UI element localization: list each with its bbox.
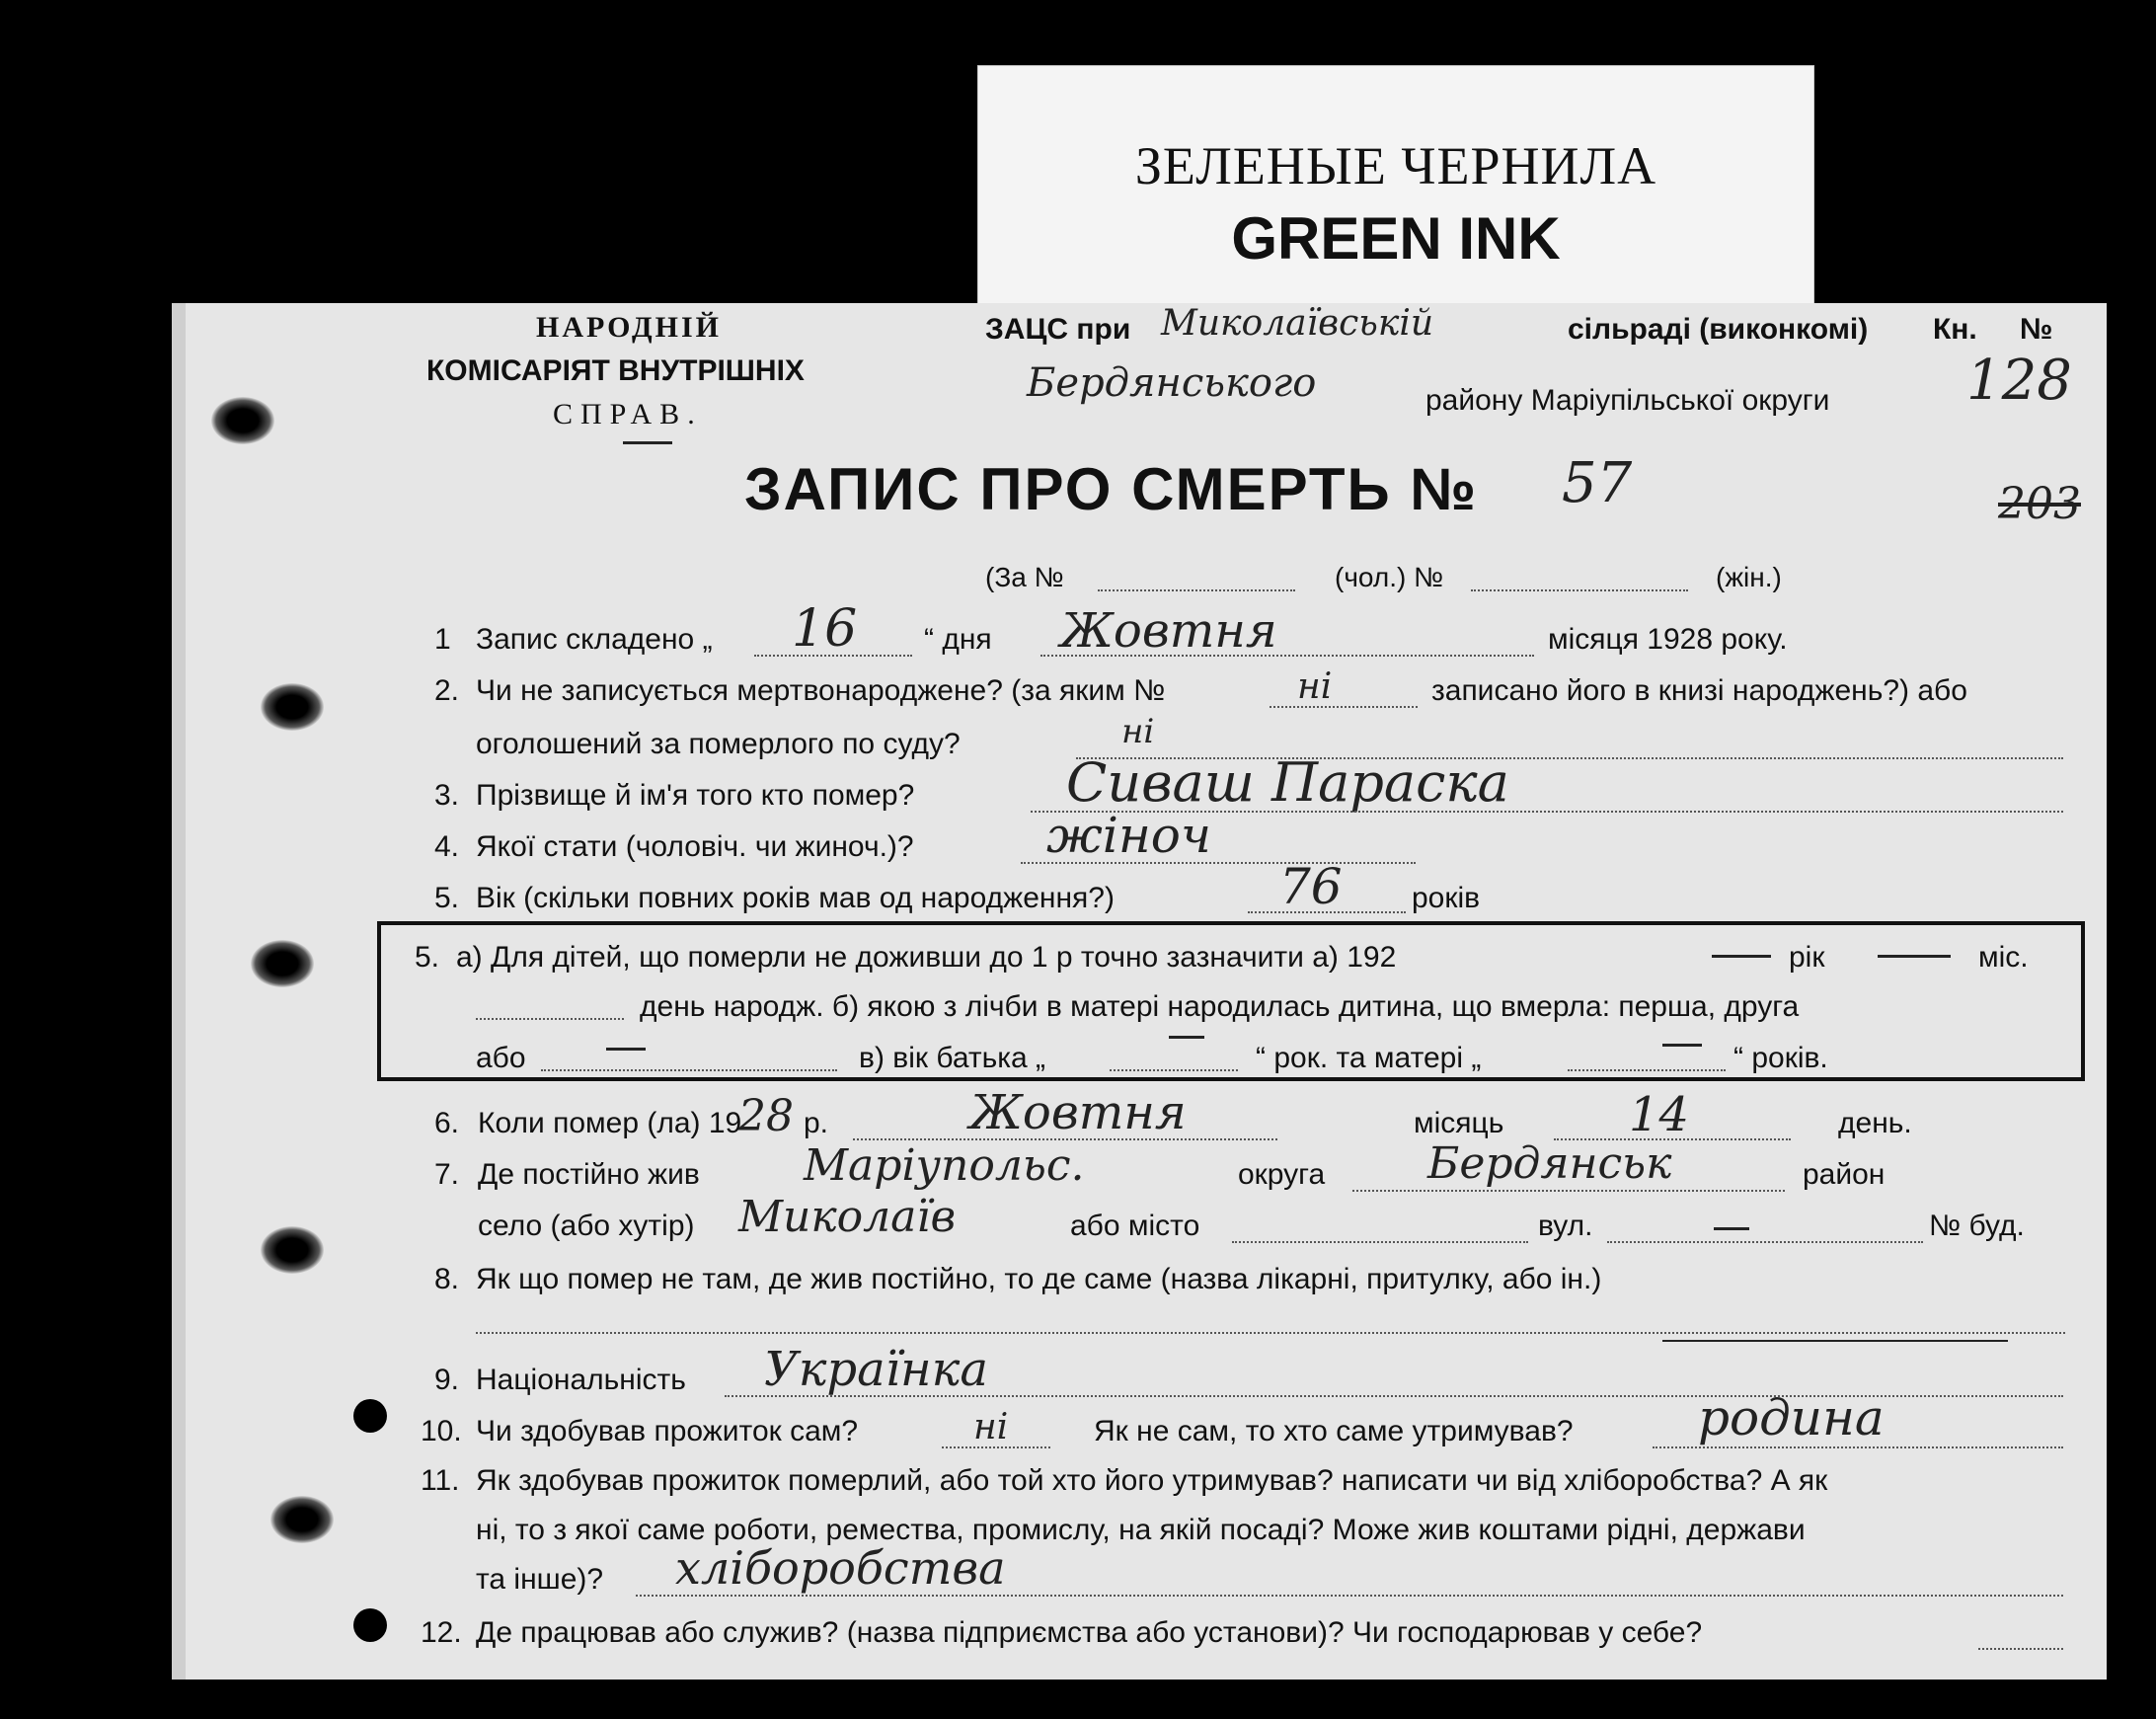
death-record-form — [172, 303, 2107, 1680]
field-10-number: 10. — [421, 1415, 462, 1447]
field-6-misiats: місяць — [1414, 1107, 1504, 1139]
field-2-handwritten-2: ні — [1121, 712, 1155, 751]
field-7-number: 7. — [434, 1158, 460, 1191]
field-5a-rik: рік — [1789, 941, 1825, 974]
field-9-label: Національність — [476, 1364, 686, 1396]
field-5a-father-blank — [1110, 1069, 1238, 1071]
field-8-number: 8. — [434, 1263, 460, 1295]
punch-hole — [353, 1399, 387, 1433]
field-12-blank — [1978, 1648, 2063, 1650]
field-11-line-1: Як здобував прожиток померлий, або той хто його утримував? написати чи від хліборобства? А як — [476, 1464, 1828, 1497]
field-7-selo-handwritten: Миколаїв — [738, 1192, 957, 1242]
ref-chol: (чол.) № — [1335, 562, 1444, 592]
dash-mark — [1712, 955, 1771, 958]
field-5-number: 5. — [434, 882, 460, 914]
binding-tear — [270, 1496, 334, 1543]
field-5a-mother: “ рок. та матері „ — [1256, 1042, 1482, 1074]
district-handwritten: Бердянського — [1027, 360, 1317, 406]
field-7-raion-handwritten: Бердянськ — [1427, 1138, 1672, 1189]
dash-mark — [606, 1048, 646, 1051]
org-line-2: КОМІСАРІЯТ ВНУТРІШНІХ — [426, 354, 805, 387]
field-3-handwritten: Сиваш Параска — [1066, 751, 1509, 814]
zags-suffix: сільраді (виконкомі) — [1568, 313, 1869, 346]
field-1-number: 1 — [434, 623, 451, 656]
field-2-number: 2. — [434, 674, 460, 707]
field-1-month-handwritten: Жовтня — [1060, 603, 1277, 659]
zags-village-handwritten: Миколаївській — [1161, 303, 1434, 344]
field-2-blank — [1270, 706, 1418, 708]
field-5-label: Вік (скільки повних років мав од народження?) — [476, 882, 1115, 914]
binding-edge — [172, 303, 186, 1680]
field-7-okruha-handwritten: Маріупольс. — [804, 1140, 1085, 1191]
field-10-handwritten: ні — [973, 1407, 1009, 1447]
field-4-handwritten: жіноч — [1046, 807, 1211, 864]
dash-mark — [1878, 955, 1951, 958]
book-label: Кн. — [1933, 313, 1977, 346]
field-9-number: 9. — [434, 1364, 460, 1396]
number-label: № — [2020, 313, 2053, 346]
district-suffix: району Маріупільської округи — [1425, 384, 1830, 417]
field-7-misto: або місто — [1070, 1210, 1200, 1242]
field-11-number: 11. — [421, 1464, 460, 1497]
ref-zhin: (жін.) — [1716, 562, 1782, 592]
field-5a-line-1: а) Для дітей, що померли не доживши до 1 р точно зазначити а) 192 — [456, 941, 1397, 974]
field-3-number: 3. — [434, 779, 460, 812]
dash-mark — [1662, 1044, 1702, 1047]
label-english: GREEN INK — [1231, 205, 1561, 272]
field-6-year-handwritten: 28 — [738, 1091, 794, 1141]
org-line-1: НАРОДНІЙ — [536, 311, 722, 344]
field-12-label: Де працював або служив? (назва підприємства або установи)? Чи господарював у себе? — [476, 1616, 1703, 1649]
zags-prefix: ЗАЦС при — [985, 313, 1131, 346]
field-11-line-2: ні, то з якої саме роботи, ремества, промислу, на якій посаді? Може жив коштами рідні, держави — [476, 1514, 1806, 1546]
field-3-label: Прізвище й ім'я того кто помер? — [476, 779, 915, 812]
field-7-misto-blank — [1232, 1241, 1528, 1243]
field-5-handwritten: 76 — [1279, 858, 1343, 915]
field-11-handwritten: хліборобства — [675, 1541, 1006, 1595]
field-11-blank — [636, 1595, 2063, 1597]
field-1-day-word: “ дня — [924, 623, 992, 656]
field-6-r: р. — [804, 1107, 829, 1139]
field-7-vul-blank — [1607, 1241, 1923, 1243]
field-1-label: Запис складено „ — [476, 623, 713, 656]
ref-za-blank — [1098, 589, 1295, 591]
field-9-handwritten: Українка — [764, 1342, 988, 1397]
field-8-blank — [476, 1332, 2065, 1334]
field-7-okruha: округа — [1238, 1158, 1326, 1191]
org-underline — [623, 441, 672, 444]
form-title: ЗАПИС ПРО СМЕРТЬ № — [744, 456, 1479, 522]
field-10-blank — [942, 1446, 1050, 1448]
record-number-handwritten: 57 — [1562, 451, 1633, 515]
field-6-month-handwritten: Жовтня — [969, 1085, 1187, 1140]
field-6-label: Коли помер (ла) 19 — [478, 1107, 742, 1139]
field-6-day-handwritten: 14 — [1629, 1087, 1690, 1142]
field-4-label: Якої стати (чоловіч. чи жиноч.)? — [476, 830, 914, 863]
field-11-line-3: та інше)? — [476, 1563, 604, 1596]
field-5-blank — [1248, 911, 1406, 913]
field-5a-mother-blank — [1568, 1069, 1726, 1071]
ref-za: (За № — [985, 562, 1064, 592]
binding-tear — [251, 940, 314, 987]
field-2-label: Чи не записується мертвонароджене? (за яким № — [476, 674, 1166, 707]
field-7-bud: № буд. — [1929, 1210, 2025, 1242]
field-5a-abo: або — [476, 1042, 526, 1074]
green-ink-label — [977, 65, 1814, 307]
punch-hole — [353, 1608, 387, 1642]
field-5a-mis: міс. — [1978, 941, 2029, 974]
field-10-label-b: Як не сам, то хто саме утримував? — [1094, 1415, 1574, 1447]
field-10-blank-2 — [1653, 1446, 2063, 1448]
dash-mark — [1662, 1340, 2008, 1342]
binding-tear — [261, 1226, 324, 1274]
label-russian: ЗЕЛЕНЫЕ ЧЕРНИЛА — [1134, 136, 1657, 195]
field-2-handwritten: ні — [1297, 666, 1333, 707]
binding-tear — [211, 397, 274, 444]
field-5a-line-2: день народж. б) якою з лічби в матері народилась дитина, що вмерла: перша, друга — [640, 990, 1800, 1023]
field-1-day-handwritten: 16 — [792, 599, 858, 659]
field-1-suffix: місяця 1928 року. — [1548, 623, 1788, 656]
field-2-label-c: оголошений за померлого по суду? — [476, 728, 961, 760]
field-7-vul: вул. — [1538, 1210, 1593, 1242]
field-5a-father: в) вік батька „ — [859, 1042, 1046, 1074]
field-10-handwritten-2: родина — [1698, 1389, 1885, 1446]
old-number-crossed: 203 — [1998, 479, 2081, 529]
field-6-den: день. — [1838, 1107, 1912, 1139]
book-number-handwritten: 128 — [1966, 349, 2072, 413]
field-7-selo: село (або хутір) — [478, 1210, 695, 1242]
ref-chol-blank — [1471, 589, 1688, 591]
dash-mark — [1169, 1036, 1204, 1039]
field-4-number: 4. — [434, 830, 460, 863]
field-7-label: Де постійно жив — [478, 1158, 700, 1191]
org-line-3: СПРАВ. — [553, 398, 703, 430]
field-8-label: Як що помер не там, де жив постійно, то де саме (назва лікарні, притулку, або ін.) — [476, 1263, 1602, 1295]
field-7-raion: район — [1803, 1158, 1886, 1191]
field-5a-years: “ років. — [1733, 1042, 1828, 1074]
dash-mark — [1714, 1227, 1749, 1230]
field-4-blank — [1021, 862, 1416, 864]
field-5a-order-blank — [541, 1069, 837, 1071]
field-5a-day-blank — [476, 1018, 624, 1020]
binding-tear — [261, 683, 324, 731]
field-5-suffix: років — [1412, 882, 1481, 914]
field-2-label-b: записано його в книзі народжень?) або — [1431, 674, 1967, 707]
field-12-number: 12. — [421, 1616, 462, 1649]
field-10-label: Чи здобував прожиток сам? — [476, 1415, 859, 1447]
field-5a-number: 5. — [415, 941, 440, 974]
field-7-raion-blank — [1352, 1190, 1785, 1192]
field-6-number: 6. — [434, 1107, 460, 1139]
